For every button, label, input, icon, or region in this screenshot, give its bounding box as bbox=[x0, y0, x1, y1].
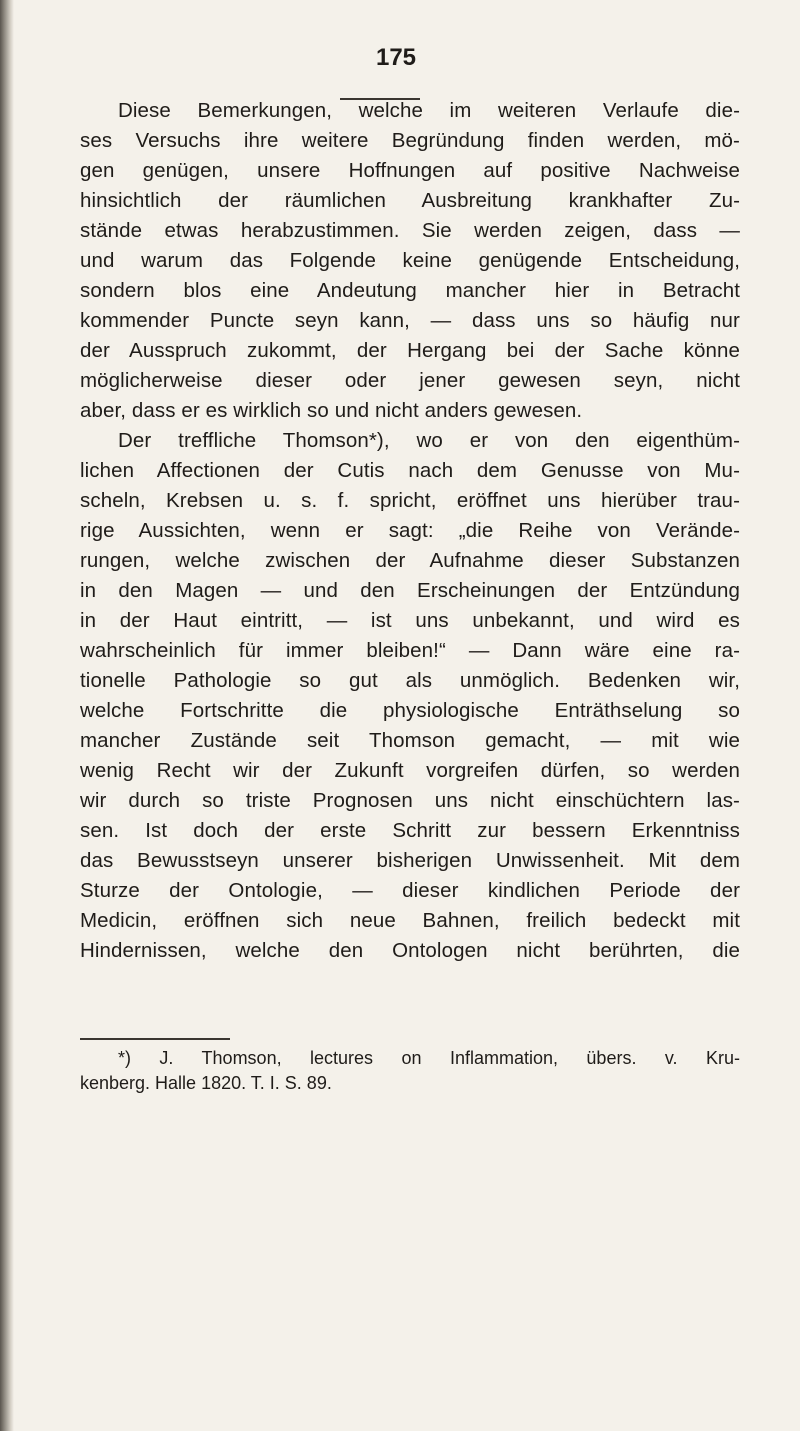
text-line: rungen, welche zwischen der Aufnahme dieser Substanzen bbox=[80, 549, 740, 572]
text-line: hinsichtlich der räumlichen Ausbreitung krankhafter Zu- bbox=[80, 189, 740, 212]
footnote bbox=[80, 1046, 740, 1096]
text-line: kommender Puncte seyn kann, — dass uns so häufig nur bbox=[80, 309, 740, 332]
book-spine-shadow bbox=[0, 0, 14, 1431]
text-line: der Ausspruch zukommt, der Hergang bei der Sache könne bbox=[80, 339, 740, 362]
text-line: wenig Recht wir der Zukunft vorgreifen dürfen, so werden bbox=[80, 759, 740, 782]
text-line: welche Fortschritte die physiologische Enträthselung so bbox=[80, 699, 740, 722]
text-line: wahrscheinlich für immer bleiben!“ — Dann wäre eine ra- bbox=[80, 639, 740, 662]
text-line: rige Aussichten, wenn er sagt: „die Reihe von Verände- bbox=[80, 519, 740, 542]
text-line: Hindernissen, welche den Ontologen nicht berührten, die bbox=[80, 939, 740, 962]
text-line: gen genügen, unsere Hoffnungen auf positive Nachweise bbox=[80, 159, 740, 182]
text-line: möglicherweise dieser oder jener gewesen seyn, nicht bbox=[80, 369, 740, 392]
text-line: mancher Zustände seit Thomson gemacht, — mit wie bbox=[80, 729, 740, 752]
text-line: aber, dass er es wirklich so und nicht anders gewesen. bbox=[80, 399, 583, 422]
footnote-line: *) J. Thomson, lectures on Inflammation, übers. v. Kru- bbox=[118, 1048, 740, 1068]
text-line: sondern blos eine Andeutung mancher hier in Betracht bbox=[80, 279, 740, 302]
footnote-rule bbox=[80, 1038, 230, 1040]
text-line: und warum das Folgende keine genügende Entscheidung, bbox=[80, 249, 740, 272]
text-line: in den Magen — und den Erscheinungen der Entzündung bbox=[80, 579, 740, 602]
text-line: das Bewusstseyn unserer bisherigen Unwissenheit. Mit dem bbox=[80, 849, 740, 872]
body-text bbox=[80, 96, 740, 966]
text-line: Medicin, eröffnen sich neue Bahnen, freilich bedeckt mit bbox=[80, 909, 740, 932]
footnote-line: kenberg. Halle 1820. T. I. S. 89. bbox=[80, 1073, 332, 1093]
text-line: lichen Affectionen der Cutis nach dem Genusse von Mu- bbox=[80, 459, 740, 482]
text-line: wir durch so triste Prognosen uns nicht einschüchtern las- bbox=[80, 789, 740, 812]
page-number: 175 bbox=[375, 44, 417, 71]
text-line: scheln, Krebsen u. s. f. spricht, eröffnet uns hierüber trau- bbox=[80, 489, 740, 512]
text-line: stände etwas herabzustimmen. Sie werden zeigen, dass — bbox=[80, 219, 740, 242]
text-line: Diese Bemerkungen, welche im weiteren Verlaufe die- bbox=[118, 99, 740, 122]
text-line: ses Versuchs ihre weitere Begründung finden werden, mö- bbox=[80, 129, 740, 152]
text-line: tionelle Pathologie so gut als unmöglich. Bedenken wir, bbox=[80, 669, 740, 692]
text-line: Der treffliche Thomson*), wo er von den eigenthüm- bbox=[118, 429, 740, 452]
text-line: in der Haut eintritt, — ist uns unbekannt, und wird es bbox=[80, 609, 740, 632]
text-line: sen. Ist doch der erste Schritt zur bessern Erkenntniss bbox=[80, 819, 740, 842]
text-line: Sturze der Ontologie, — dieser kindlichen Periode der bbox=[80, 879, 740, 902]
